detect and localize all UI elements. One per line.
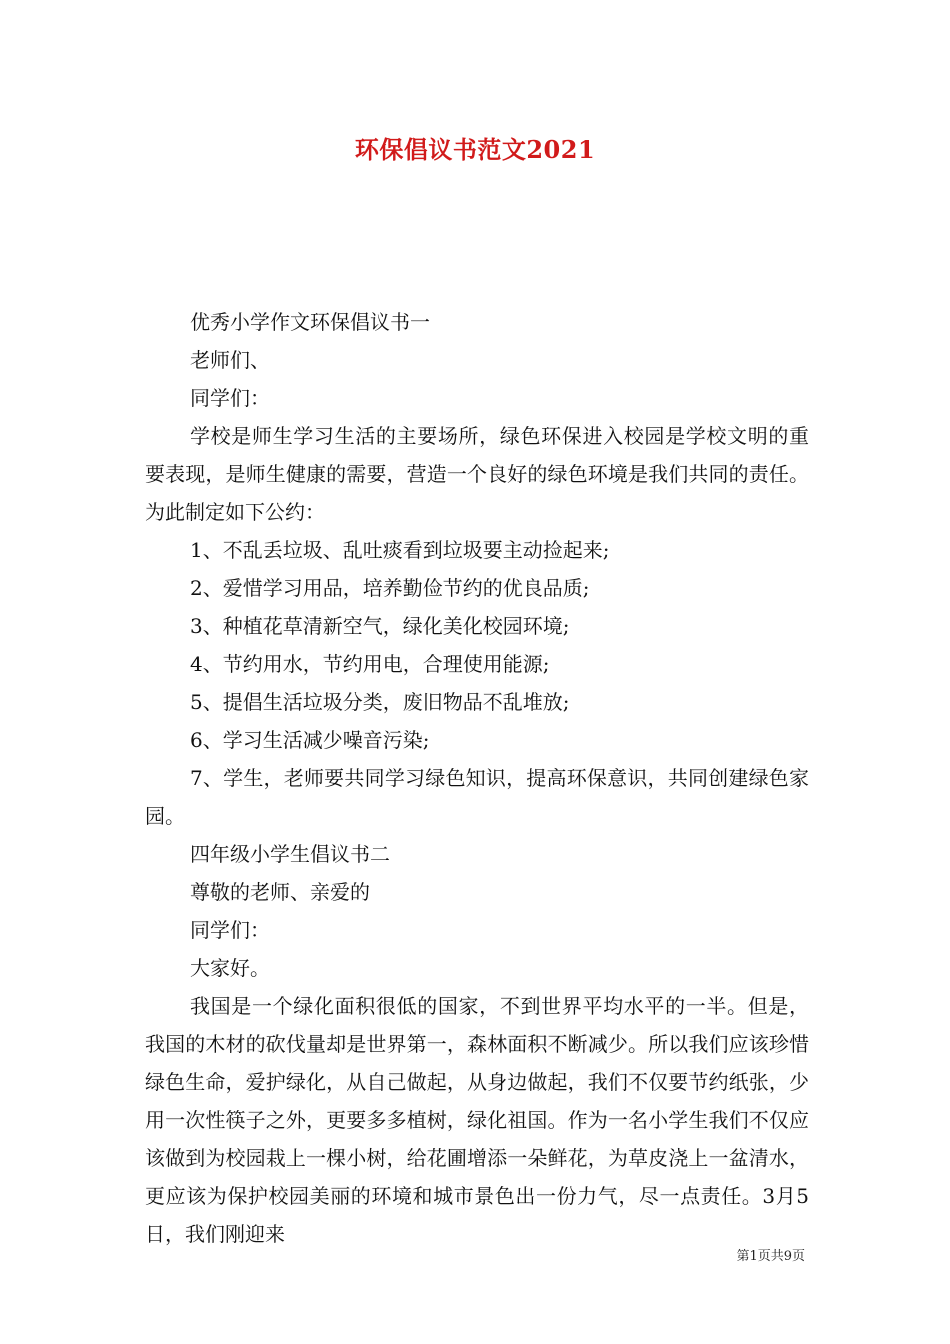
page-footer: 第1页共9页 — [736, 1249, 805, 1264]
body-line: 同学们： — [190, 918, 270, 942]
body-line: 3、种植花草清新空气，绿化美化校园环境; — [190, 614, 570, 638]
document-body — [145, 303, 809, 1253]
body-line: 1、不乱丢垃圾、乱吐痰看到垃圾要主动捡起来; — [190, 538, 610, 562]
body-line: 5、提倡生活垃圾分类，废旧物品不乱堆放; — [190, 690, 570, 714]
body-line: 大家好。 — [190, 956, 270, 980]
body-line: 4、节约用水，节约用电，合理使用能源; — [190, 652, 550, 676]
body-paragraph: 7、学生，老师要共同学习绿色知识，提高环保意识，共同创建绿色家园。 — [145, 766, 809, 828]
body-paragraph: 我国是一个绿化面积很低的国家，不到世界平均水平的一半。但是，我国的木材的砍伐量却是世界第一，森林面积不断减少。所以我们应该珍惜绿色生命，爱护绿化，从自己做起，从身边做起，我们不仅要节约纸张，少用一次性筷子之外，更要多多植树，绿化祖国。作为一名小学生我们不仅应该做到为校园栽上一棵小树，给花圃增添一朵鲜花，为草皮浇上一盆清水，更应该为保护校园美丽的环境和城市景色出一份力气，尽一点责任。3月5日，我们刚迎来 — [145, 994, 809, 1246]
body-line: 尊敬的老师、亲爱的 — [190, 880, 370, 904]
body-line: 四年级小学生倡议书二 — [190, 842, 390, 866]
body-line: 2、爱惜学习用品，培养勤俭节约的优良品质; — [190, 576, 590, 600]
body-paragraph: 学校是师生学习生活的主要场所，绿色环保进入校园是学校文明的重要表现，是师生健康的需要，营造一个良好的绿色环境是我们共同的责任。为此制定如下公约： — [145, 424, 809, 524]
body-line: 老师们、 — [190, 348, 270, 372]
body-line: 6、学习生活减少噪音污染; — [190, 728, 430, 752]
document-title: 环保倡议书范文2021 — [354, 135, 596, 164]
body-line: 同学们： — [190, 386, 270, 410]
body-line: 优秀小学作文环保倡议书一 — [190, 310, 430, 334]
